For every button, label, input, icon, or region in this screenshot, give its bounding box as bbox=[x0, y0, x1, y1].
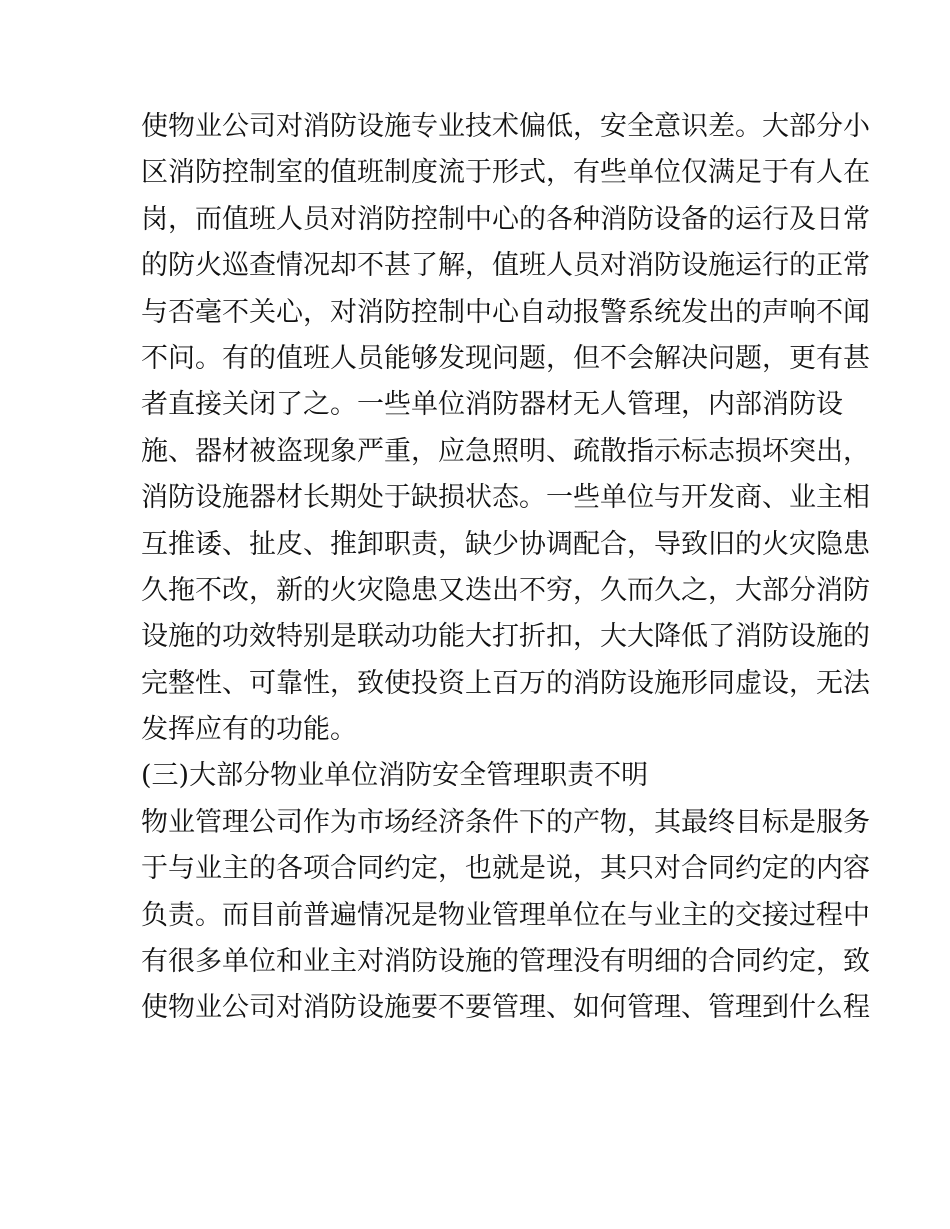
text-line: 久拖不改，新的火灾隐患又迭出不穷，久而久之，大部分消防 bbox=[141, 574, 870, 606]
text-line: 消防设施器材长期处于缺损状态。一些单位与开发商、业主相 bbox=[141, 482, 870, 514]
text-line: 设施的功效特别是联动功能大打折扣，大大降低了消防设施的 bbox=[141, 621, 870, 653]
text-line: 使物业公司对消防设施专业技术偏低，安全意识差。大部分小 bbox=[141, 111, 870, 142]
text-line: 岗，而值班人员对消防控制中心的各种消防设备的运行及日常 bbox=[141, 203, 870, 235]
text-line: 发挥应有的功能。 bbox=[141, 714, 357, 746]
text-line: 于与业主的各项合同约定，也就是说，其只对合同约定的内容 bbox=[141, 853, 870, 885]
text-line: 的防火巡查情况却不甚了解，值班人员对消防设施运行的正常 bbox=[141, 250, 870, 282]
section-heading: (三)大部分物业单位消防安全管理职责不明 bbox=[141, 760, 649, 792]
text-line: 使物业公司对消防设施要不要管理、如何管理、管理到什么程 bbox=[141, 992, 870, 1024]
text-line: 不问。有的值班人员能够发现问题，但不会解决问题，更有甚 bbox=[141, 342, 870, 374]
text-line: 完整性、可靠性，致使投资上百万的消防设施形同虚设，无法 bbox=[141, 667, 870, 699]
text-line: 物业管理公司作为市场经济条件下的产物，其最终目标是服务 bbox=[141, 806, 870, 838]
text-line: 与否毫不关心，对消防控制中心自动报警系统发出的声响不闻 bbox=[141, 296, 870, 328]
body-text bbox=[141, 104, 870, 1032]
text-line: 施、器材被盗现象严重，应急照明、疏散指示标志损坏突出， bbox=[141, 435, 870, 467]
text-line: 者直接关闭了之。一些单位消防器材无人管理，内部消防设 bbox=[141, 389, 843, 421]
text-line: 有很多单位和业主对消防设施的管理没有明细的合同约定，致 bbox=[141, 946, 870, 978]
text-line: 互推诿、扯皮、推卸职责，缺少协调配合，导致旧的火灾隐患 bbox=[141, 528, 870, 560]
text-line: 区消防控制室的值班制度流于形式，有些单位仅满足于有人在 bbox=[141, 157, 870, 189]
text-line: 负责。而目前普遍情况是物业管理单位在与业主的交接过程中 bbox=[141, 899, 870, 931]
